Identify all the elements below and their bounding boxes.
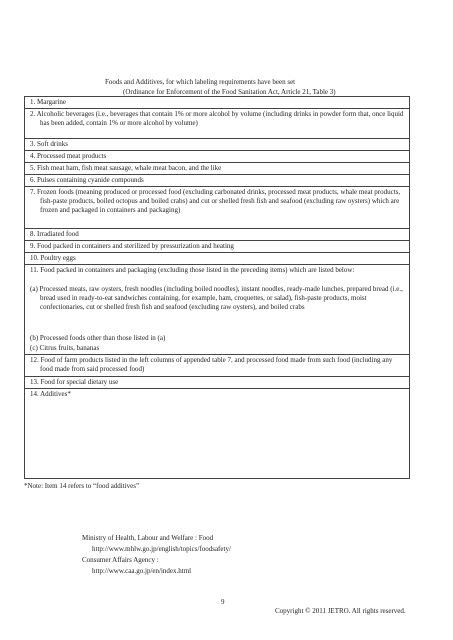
table-row: 13. Food for special dietary use xyxy=(30,378,119,386)
page-title: Foods and Additives, for which labeling requirements have been set xyxy=(105,78,296,86)
table-row: 4. Processed meat products xyxy=(30,152,107,160)
table-row: 14. Additives* xyxy=(30,390,71,398)
table-row: 9. Food packed in containers and sterilized by pressurization and heating xyxy=(30,242,234,250)
table-row: 8. Irradiated food xyxy=(30,230,79,238)
page-subtitle: (Ordinance for Enforcement of the Food Sanitation Act, Article 21, Table 3) xyxy=(123,88,336,96)
labeling-table xyxy=(24,96,410,479)
table-note: *Note: Item 14 refers to “food additives” xyxy=(24,482,140,490)
table-row: (b) Processed foods other than those listed in (a) xyxy=(30,334,166,342)
contact-list xyxy=(82,533,231,577)
table-row: 6. Pulses containing cyanide compounds xyxy=(30,176,144,184)
contact-org: Consumer Affairs Agency : xyxy=(82,556,159,564)
table-row: 3. Soft drinks xyxy=(30,140,68,148)
copyright-notice: Copyright © 2011 JETRO. All rights reserved. xyxy=(275,607,406,615)
page-number: 9 xyxy=(221,598,225,606)
contact-org: Ministry of Health, Labour and Welfare : Food xyxy=(82,534,214,542)
table-row: 2. Alcoholic beverages (i.e., beverages that contain 1% or more alcohol by volume (including drinks in powder form that, once liquid has been added, contain 1% or more alcohol by volume) xyxy=(30,110,404,127)
table-row: 7. Frozen foods (meaning produced or processed food (excluding carbonated drinks, processed meat products, whale meat products, fish-paste products, boiled octopus and boiled crabs) and cut or shelled fresh fish and seafood (excluding raw oysters) which are frozen and packaged in containers and packaging) xyxy=(30,188,401,214)
table-row: 5. Fish meat ham, fish meat sausage, whale meat bacon, and the like xyxy=(30,164,222,172)
contact-link[interactable]: http://www.mhlw.go.jp/english/topics/foodsafety/ xyxy=(92,545,231,553)
table-row: 1. Margarine xyxy=(30,98,67,106)
table-row: 11. Food packed in containers and packaging (excluding those listed in the preceding items) which are listed below: xyxy=(30,266,355,274)
contact-link[interactable]: http://www.caa.go.jp/en/index.html xyxy=(92,567,192,575)
table-row: 12. Food of farm products listed in the left columns of appended table 7, and processed food made from such food (including any food made from said processed food) xyxy=(30,356,393,373)
table-row: (a) Processed meats, raw oysters, fresh noodles (including boiled noodles), instant noodles, ready-made lunches, prepared bread (i.e., bread used in ready-to-eat sandwiches containing, for example, ham, croquettes, or salad), fish-paste products, moist confectionaries, cut or shelled fresh fish and seafood (excluding raw oysters), and boiled crabs xyxy=(30,285,403,311)
table-row: (c) Citrus fruits, bananas xyxy=(30,344,100,352)
table-row: 10. Poultry eggs xyxy=(30,254,76,262)
